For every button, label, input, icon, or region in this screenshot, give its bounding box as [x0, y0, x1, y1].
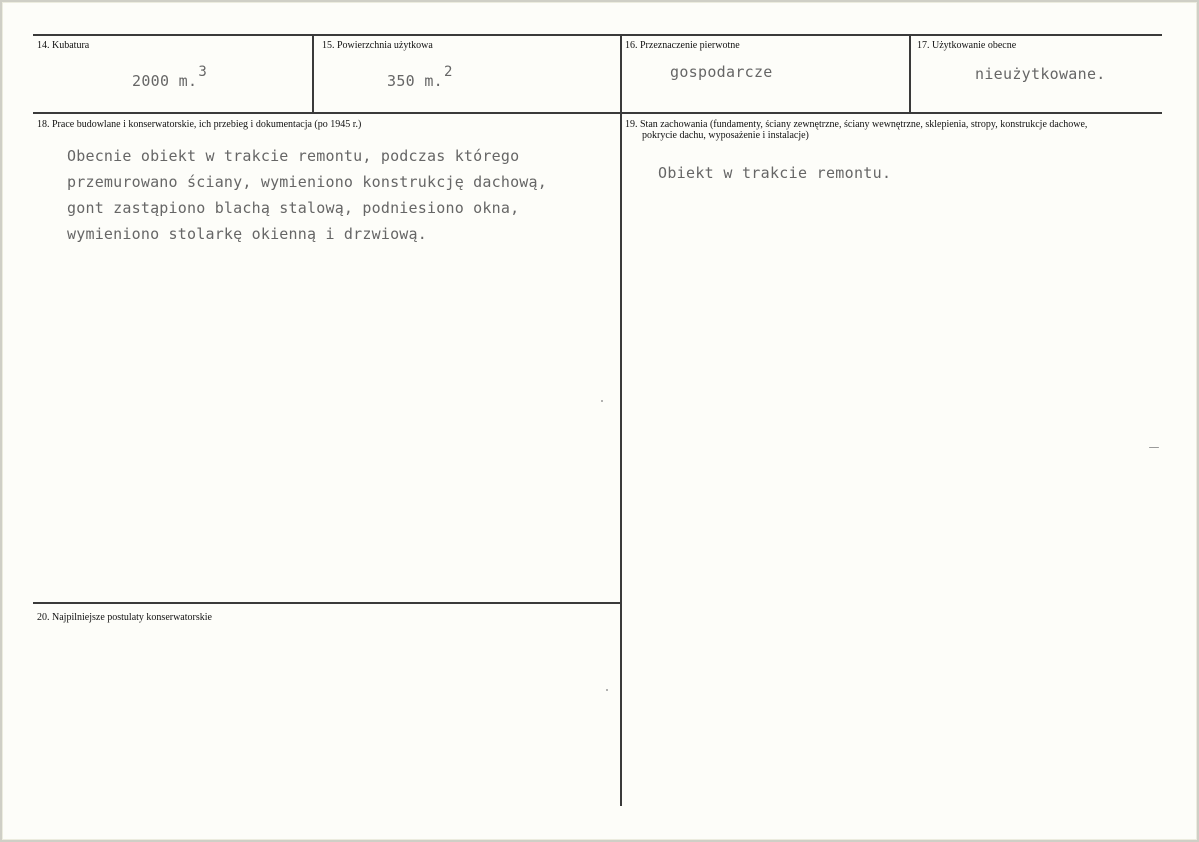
field-20-label: 20. Najpilniejsze postulaty konserwatorskie	[37, 612, 212, 623]
field-19-value: Obiekt w trakcie remontu.	[658, 164, 892, 182]
field-14-label: 14. Kubatura	[37, 40, 90, 51]
field-17-value: nieużytkowane.	[975, 65, 1106, 83]
field-17-label: 17. Użytkowanie obecne	[917, 40, 1017, 51]
field-16-value: gospodarcze	[670, 63, 773, 81]
paper-speck	[1149, 447, 1159, 448]
field-15-superscript: 2	[444, 64, 453, 80]
field-18-text	[67, 143, 547, 247]
top-rule	[33, 34, 1162, 36]
field-19-label	[625, 119, 1087, 141]
column-divider-16-17	[909, 34, 911, 114]
field-14-number: 2000 m.	[132, 72, 198, 90]
field-19-label-line-2: pokrycie dachu, wyposażenie i instalacje)	[642, 130, 809, 141]
section-20-top-rule	[33, 602, 621, 604]
row-divider-rule	[33, 112, 1162, 114]
paper-speck	[606, 689, 608, 691]
field-18-line: gont zastąpiono blachą stalową, podniesiono okna,	[67, 199, 520, 217]
field-15-number: 350 m.	[387, 72, 443, 90]
field-18-line: przemurowano ściany, wymieniono konstrukcję dachową,	[67, 173, 547, 191]
field-14-superscript: 3	[198, 64, 208, 80]
field-15-label: 15. Powierzchnia użytkowa	[322, 40, 433, 51]
field-15-value	[387, 64, 453, 90]
field-18-line: wymieniono stolarkę okienną i drzwiową.	[67, 225, 427, 243]
field-16-label: 16. Przeznaczenie pierwotne	[625, 40, 740, 51]
field-19-label-line-1: 19. Stan zachowania (fundamenty, ściany zewnętrzne, ściany wewnętrzne, sklepienia, stropy, konstrukcje dachowe,	[625, 119, 1088, 130]
main-column-divider	[620, 34, 622, 806]
paper-speck	[601, 400, 603, 402]
column-divider-14-15	[312, 34, 314, 114]
field-18-line: Obecnie obiekt w trakcie remontu, podczas którego	[67, 147, 520, 165]
field-14-value	[132, 64, 208, 90]
field-18-label: 18. Prace budowlane i konserwatorskie, ich przebieg i dokumentacja (po 1945 r.)	[37, 119, 362, 130]
